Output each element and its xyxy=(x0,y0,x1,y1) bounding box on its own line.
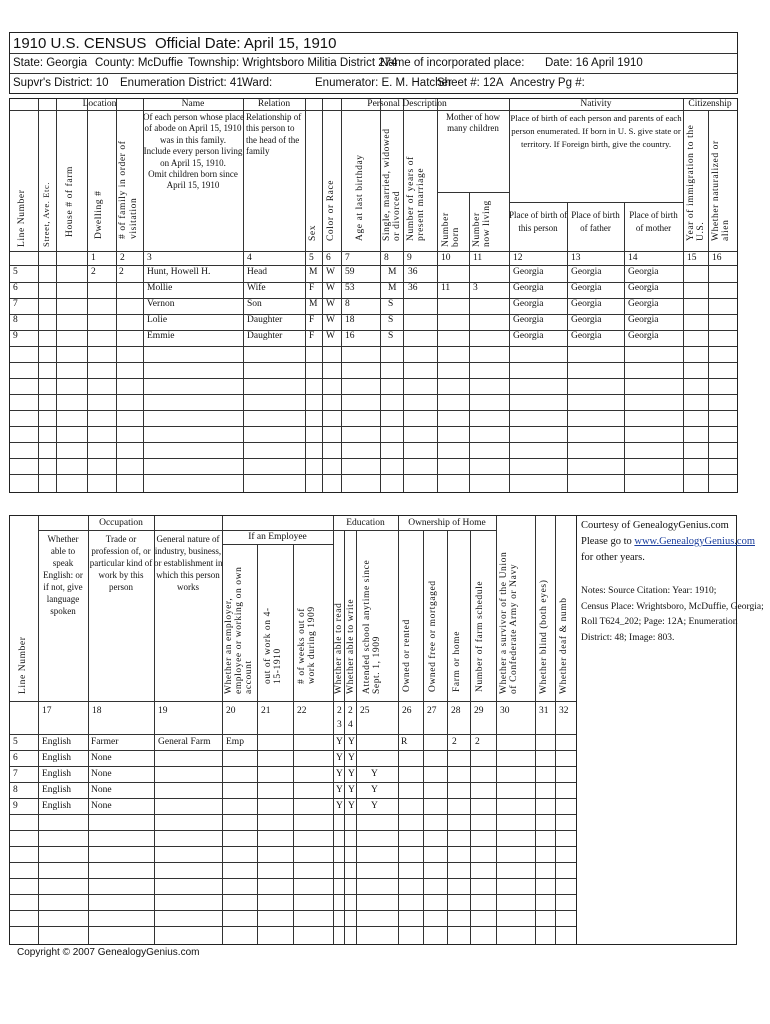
group-relation: Relation xyxy=(257,99,291,109)
group-personal-description: Personal Description xyxy=(367,99,447,109)
years-married: 36 xyxy=(408,283,418,293)
header-sex: Sex xyxy=(308,224,318,241)
age: 59 xyxy=(345,267,355,277)
group-ownership: Ownership of Home xyxy=(408,518,486,528)
speaks-english: English xyxy=(42,785,72,795)
header-farm-home: Farm or home xyxy=(452,630,462,692)
header-weeks-out: # of weeks out of work during 1909 xyxy=(297,606,317,684)
attended-school: Y xyxy=(371,785,378,795)
birthplace-person: Georgia xyxy=(513,283,544,293)
person-name: Mollie xyxy=(147,283,173,293)
column-number: 12 xyxy=(513,253,523,263)
line-number: 6 xyxy=(13,753,18,763)
header-number-living: Number now living xyxy=(472,200,492,247)
able-to-write: Y xyxy=(348,769,355,779)
relation: Head xyxy=(247,267,268,277)
line-number: 5 xyxy=(13,267,18,277)
column-number: 3 xyxy=(147,253,152,263)
column-number: 3 xyxy=(337,720,342,730)
column-number: 10 xyxy=(441,253,451,263)
line-number: 6 xyxy=(13,283,18,293)
courtesy-notes: Notes: Source Citation: Year: 1910; Census Place: Wrightsboro, McDuffie, Georgia; Roll T624_202; Page: 12A; Enumeration District: 48; Image: 803. xyxy=(581,586,764,643)
column-number: 16 xyxy=(712,253,722,263)
able-to-read: Y xyxy=(336,737,343,747)
line-number: 8 xyxy=(13,785,18,795)
marital-status: M xyxy=(388,267,397,277)
color: W xyxy=(326,315,335,325)
header-family-number: # of family in order of visitation xyxy=(118,140,139,239)
years-married: 36 xyxy=(408,267,418,277)
genealogy-genius-link[interactable]: www.GenealogyGenius.com xyxy=(634,536,755,547)
sex: M xyxy=(309,267,318,277)
group-occupation: Occupation xyxy=(99,518,143,528)
official-date: Official Date: April 15, 1910 xyxy=(155,35,337,52)
industry: General Farm xyxy=(158,737,211,747)
header-trade: Trade or profession of, or particular kind of work by this person xyxy=(89,534,153,592)
header-owned-rented: Owned or rented xyxy=(402,619,412,692)
occupation-table xyxy=(9,515,577,945)
birthplace-mother: Georgia xyxy=(628,315,659,325)
able-to-write: Y xyxy=(348,785,355,795)
header-pob-father: Place of birth of father xyxy=(571,210,620,233)
column-number: 28 xyxy=(451,706,461,716)
marital-status: S xyxy=(388,331,394,341)
column-number: 7 xyxy=(345,253,350,263)
header-line-number-2: Line Number xyxy=(18,636,28,694)
group-education: Education xyxy=(346,518,385,528)
line-number: 7 xyxy=(13,299,18,309)
line-number: 8 xyxy=(13,315,18,325)
employer-status: Emp xyxy=(226,737,244,747)
column-number: 2 xyxy=(120,253,125,263)
header-free-mortgaged: Owned free or mortgaged xyxy=(428,580,438,692)
dwelling-number: 2 xyxy=(91,267,96,277)
speaks-english: English xyxy=(42,769,72,779)
attended-school: Y xyxy=(371,801,378,811)
birthplace-person: Georgia xyxy=(513,267,544,277)
farm-schedule: 2 xyxy=(475,737,480,747)
header-mother: Mother of how many children xyxy=(446,112,500,133)
speaks-english: English xyxy=(42,801,72,811)
marital-status: S xyxy=(388,315,394,325)
header-immigration: Year of immigration to the U.S. xyxy=(686,124,706,241)
column-number: 6 xyxy=(326,253,331,263)
column-number: 31 xyxy=(539,706,549,716)
trade: None xyxy=(91,801,112,811)
header-deaf: Whether deaf & numb xyxy=(559,597,569,694)
column-number: 29 xyxy=(474,706,484,716)
header-read: Whether able to read xyxy=(334,602,344,694)
birthplace-father: Georgia xyxy=(571,315,602,325)
farm-or-home: 2 xyxy=(452,737,457,747)
column-number: 14 xyxy=(628,253,638,263)
marital-status: S xyxy=(388,299,394,309)
header-name-desc: Of each person whose place of abode on April 15, 1910 was in this family. Include every person living on April 15, 1910. Omit children born since April 15, 1910 xyxy=(143,112,244,191)
enumerator-field: Enumerator: E. M. Hatcher xyxy=(315,77,452,89)
age: 18 xyxy=(345,315,355,325)
group-nativity: Nativity xyxy=(580,99,612,109)
courtesy-goto-line: Please go to www.GenealogyGenius.com xyxy=(581,536,755,547)
age: 16 xyxy=(345,331,355,341)
column-number: 13 xyxy=(571,253,581,263)
state-field: State: Georgia xyxy=(13,57,88,69)
courtesy-other-years: for other years. xyxy=(581,552,645,563)
number-born: 11 xyxy=(441,283,451,293)
header-street: Street, Ave. Etc. xyxy=(41,181,51,247)
relation: Wife xyxy=(247,283,266,293)
age: 53 xyxy=(345,283,355,293)
column-number: 18 xyxy=(92,706,102,716)
speaks-english: English xyxy=(42,753,72,763)
header-color: Color or Race xyxy=(326,179,336,241)
sex: F xyxy=(309,315,315,325)
county-field: County: McDuffie xyxy=(95,57,183,69)
census-header xyxy=(9,32,738,94)
header-employer: Whether an employer, employee or working on own account xyxy=(224,566,254,694)
trade: None xyxy=(91,753,112,763)
age: 8 xyxy=(345,299,350,309)
ward-field: Ward: xyxy=(242,77,273,89)
birthplace-person: Georgia xyxy=(513,331,544,341)
column-number: 2 xyxy=(337,706,342,716)
date-field: Date: 16 April 1910 xyxy=(545,57,643,69)
column-number: 9 xyxy=(407,253,412,263)
column-number: 27 xyxy=(427,706,437,716)
header-relation-desc: Relationship of this person to the head of the family xyxy=(246,112,302,157)
able-to-read: Y xyxy=(336,785,343,795)
sex: F xyxy=(309,331,315,341)
able-to-write: Y xyxy=(348,737,355,747)
column-number: 26 xyxy=(402,706,412,716)
column-number: 25 xyxy=(360,706,370,716)
marital-status: M xyxy=(388,283,397,293)
family-number: 2 xyxy=(119,267,124,277)
birthplace-person: Georgia xyxy=(513,299,544,309)
relation: Son xyxy=(247,299,262,309)
group-location: Location xyxy=(82,99,117,109)
relation: Daughter xyxy=(247,315,283,325)
group-name: Name xyxy=(181,99,205,109)
column-number: 5 xyxy=(309,253,314,263)
header-dwelling: Dwelling # xyxy=(94,190,104,239)
able-to-read: Y xyxy=(336,801,343,811)
column-number: 20 xyxy=(226,706,236,716)
column-number: 4 xyxy=(247,253,252,263)
column-number: 15 xyxy=(687,253,697,263)
census-title: 1910 U.S. CENSUS xyxy=(13,35,147,52)
group-citizenship: Citizenship xyxy=(688,99,732,109)
township-field: Township: Wrightsboro Militia District 274 xyxy=(188,57,398,69)
header-blind: Whether blind (both eyes) xyxy=(539,579,549,694)
supervisor-district-field: Supvr's District: 10 xyxy=(13,77,109,89)
header-write: Whether able to write xyxy=(346,598,356,694)
color: W xyxy=(326,267,335,277)
sex: F xyxy=(309,283,315,293)
relation: Daughter xyxy=(247,331,283,341)
sheet-field: Sheet #: 12A xyxy=(437,77,504,89)
line-number: 7 xyxy=(13,769,18,779)
header-farm-schedule: Number of farm schedule xyxy=(475,580,485,692)
column-number: 21 xyxy=(261,706,271,716)
birthplace-person: Georgia xyxy=(513,315,544,325)
column-number: 1 xyxy=(91,253,96,263)
population-table xyxy=(9,98,738,493)
line-number: 9 xyxy=(13,331,18,341)
birthplace-father: Georgia xyxy=(571,299,602,309)
column-number: 32 xyxy=(559,706,569,716)
color: W xyxy=(326,299,335,309)
color: W xyxy=(326,331,335,341)
birthplace-mother: Georgia xyxy=(628,299,659,309)
group-if-employee: If an Employee xyxy=(248,532,307,542)
header-pob-mother: Place of birth of mother xyxy=(629,210,678,233)
ancestry-page-field: Ancestry Pg #: xyxy=(510,77,585,89)
birthplace-father: Georgia xyxy=(571,283,602,293)
header-naturalized: Whether naturalized or alien xyxy=(711,140,731,241)
header-industry: General nature of industry, business, or establishment in which this person works xyxy=(154,534,223,592)
birthplace-father: Georgia xyxy=(571,267,602,277)
column-number: 17 xyxy=(42,706,52,716)
header-school: Attended school anytime since Sept. 1, 1909 xyxy=(362,559,382,694)
birthplace-mother: Georgia xyxy=(628,267,659,277)
copyright-footer: Copyright © 2007 GenealogyGenius.com xyxy=(17,947,200,958)
column-number: 11 xyxy=(473,253,483,263)
able-to-read: Y xyxy=(336,753,343,763)
person-name: Vernon xyxy=(147,299,175,309)
person-name: Lolie xyxy=(147,315,168,325)
header-line-number: Line Number xyxy=(17,189,27,247)
courtesy-box xyxy=(575,515,764,945)
header-house: House # of farm xyxy=(65,166,75,237)
column-number: 2 xyxy=(348,706,353,716)
birthplace-mother: Georgia xyxy=(628,283,659,293)
color: W xyxy=(326,283,335,293)
birthplace-mother: Georgia xyxy=(628,331,659,341)
header-number-born: Number born xyxy=(441,212,461,247)
able-to-write: Y xyxy=(348,753,355,763)
column-number: 8 xyxy=(384,253,389,263)
header-marital: Single, married, widowed or divorced xyxy=(382,128,402,241)
column-number: 30 xyxy=(500,706,510,716)
header-english: Whether able to speak English: or if not, give language spoken xyxy=(43,534,83,616)
trade: Farmer xyxy=(91,737,119,747)
able-to-read: Y xyxy=(336,769,343,779)
attended-school: Y xyxy=(371,769,378,779)
header-age: Age at last birthday xyxy=(355,154,365,241)
owned-or-rented: R xyxy=(401,737,408,747)
sex: M xyxy=(309,299,318,309)
header-survivor: Whether a survivor of the Union of Confederate Army or Navy xyxy=(499,551,519,694)
trade: None xyxy=(91,769,112,779)
column-number: 19 xyxy=(158,706,168,716)
incorporated-place-field: Name of incorporated place: xyxy=(380,57,525,69)
line-number: 5 xyxy=(13,737,18,747)
enumeration-district-field: Enumeration District: 41 xyxy=(120,77,243,89)
column-number: 4 xyxy=(348,720,353,730)
header-pob-person: Place of birth of this person xyxy=(509,210,568,233)
person-name: Emmie xyxy=(147,331,175,341)
column-number: 22 xyxy=(297,706,307,716)
header-out-of-work: out of work on 4-15-1910 xyxy=(263,607,283,684)
birthplace-father: Georgia xyxy=(571,331,602,341)
header-nativity-desc: Place of birth of each person and parents of each person enumerated. If born in U. S. give state or territory. If Foreign birth, give the country. xyxy=(510,113,682,149)
able-to-write: Y xyxy=(348,801,355,811)
line-number: 9 xyxy=(13,801,18,811)
courtesy-title: Courtesy of GenealogyGenius.com xyxy=(581,520,729,531)
person-name: Hunt, Howell H. xyxy=(147,267,211,277)
number-living: 3 xyxy=(473,283,478,293)
speaks-english: English xyxy=(42,737,72,747)
header-years-married: Number of years of present marriage xyxy=(406,156,426,241)
trade: None xyxy=(91,785,112,795)
